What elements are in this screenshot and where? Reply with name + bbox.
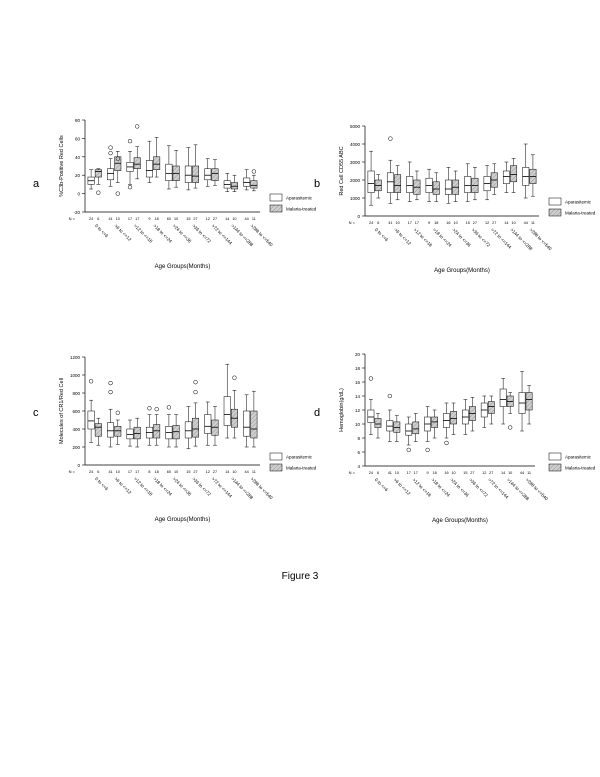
chart-b-category-label: 0 to <=6 xyxy=(373,227,390,243)
panel-letter-d: d xyxy=(314,407,321,419)
chart-d-n-label: N = xyxy=(348,470,355,475)
chart-c-box-malaria-treated xyxy=(153,425,159,439)
chart-d-box-malaria-treated xyxy=(526,393,532,411)
chart-c-box-aparasitemic xyxy=(224,397,230,426)
chart-c-legend-label-aparasitemic: Aparasitemic xyxy=(286,454,313,460)
chart-d-box-malaria-treated xyxy=(488,402,494,414)
chart-a-box-aparasitemic xyxy=(166,164,172,181)
chart-a-n-value: 14 xyxy=(225,217,230,221)
chart-a-n-value: 17 xyxy=(135,217,140,221)
chart-b-legend-swatch-malaria-treated xyxy=(549,209,561,216)
chart-d-category-label: >72 to <=144 xyxy=(487,477,510,500)
chart-b-box-aparasitemic xyxy=(503,171,509,184)
chart-b-n-value: 24 xyxy=(368,221,374,225)
chart-b-n-value: 16 xyxy=(446,221,451,225)
chart-d-n-value: 16 xyxy=(444,471,449,475)
chart-a-outlier-point xyxy=(128,185,132,189)
chart-c-n-value: 12 xyxy=(205,470,210,474)
chart-c-category-label: >18 to <=24 xyxy=(152,476,173,497)
chart-d-legend-label-malaria-treated: Malaria-treated xyxy=(565,465,596,471)
chart-b-n-value: 17 xyxy=(407,221,412,225)
chart-b-n-value: 27 xyxy=(472,221,478,225)
panel-letter-a: a xyxy=(33,178,40,190)
chart-a-y-tick-label: 20 xyxy=(74,173,80,179)
chart-c-n-value: 27 xyxy=(212,470,218,474)
chart-a-x-axis-label: Age Groups(Months) xyxy=(154,264,211,270)
chart-b-n-value: 10 xyxy=(453,221,458,225)
chart-c-box-malaria-treated xyxy=(251,411,257,438)
chart-b-n-value: 15 xyxy=(465,221,470,225)
chart-a-n-label: N = xyxy=(68,216,75,221)
chart-d-y-tick-label: 10 xyxy=(354,422,360,427)
chart-a-y-tick-label: 60 xyxy=(74,136,80,142)
chart-b-category-label: >12 to <=18 xyxy=(412,227,434,248)
chart-c-outlier-point xyxy=(116,411,120,415)
chart-d-outlier-point xyxy=(407,448,411,452)
chart-a-y-tick-label: 80 xyxy=(74,118,80,123)
chart-c-category-label: >144 to <=288 xyxy=(230,476,255,501)
chart-d-outlier-point xyxy=(388,394,392,398)
chart-c-outlier-point xyxy=(194,380,198,384)
chart-b-y-tick-label: 2000 xyxy=(349,178,360,183)
chart-a-outlier-point xyxy=(128,139,132,143)
chart-d-category-label: >288 to <=540 xyxy=(524,477,550,502)
chart-c-n-value: 27 xyxy=(193,470,198,474)
chart-d-legend-swatch-aparasitemic xyxy=(549,453,561,460)
chart-b-box-malaria-treated xyxy=(433,182,439,195)
chart-a-box-aparasitemic xyxy=(243,178,249,186)
chart-a-n-value: 44 xyxy=(244,217,249,221)
chart-b-n-value: 41 xyxy=(388,221,393,225)
chart-d-y-tick-label: 8 xyxy=(357,436,360,441)
chart-d-box-aparasitemic xyxy=(368,410,374,423)
chart-d-y-tick-label: 4 xyxy=(357,464,360,469)
chart-b-n-value: 44 xyxy=(523,221,528,225)
chart-a-n-value: 9 xyxy=(148,217,151,221)
chart-c-n-value: 44 xyxy=(244,470,249,474)
chart-c-box-aparasitemic xyxy=(88,411,94,429)
chart-a-box-malaria-treated xyxy=(134,158,140,169)
chart-b-category-label: >18 to <=24 xyxy=(431,227,453,248)
chart-c-n-value: 41 xyxy=(108,470,113,474)
chart-d-y-axis-label: Hemoglobin(g/dL) xyxy=(339,388,345,432)
chart-c-n-value: 8 xyxy=(148,470,151,474)
chart-a-category-label: >144 to <=288 xyxy=(230,223,255,248)
chart-d-box-malaria-treated xyxy=(450,411,456,424)
chart-d-outlier-point xyxy=(508,426,512,430)
chart-c-n-value: 17 xyxy=(127,470,133,474)
chart-c-box-malaria-treated xyxy=(95,424,101,437)
chart-c-outlier-point xyxy=(109,390,113,394)
chart-a-category-label: 0 to <=6 xyxy=(94,223,110,239)
chart-d-category-label: >6 to <=12 xyxy=(392,477,412,497)
chart-c-box-malaria-treated xyxy=(173,425,179,439)
chart-a-n-value: 12 xyxy=(205,217,210,221)
chart-c-box-aparasitemic xyxy=(205,415,211,434)
chart-c-n-value: 10 xyxy=(173,470,179,474)
chart-a-box-malaria-treated xyxy=(153,157,159,170)
chart-c-box-aparasitemic xyxy=(185,422,191,438)
chart-d-n-value: 27 xyxy=(470,471,475,475)
chart-c-n-value: 17 xyxy=(135,470,140,474)
figure-caption: Figure 3 xyxy=(281,571,319,582)
chart-a-n-value: 18 xyxy=(154,217,159,221)
chart-b-legend-swatch-aparasitemic xyxy=(549,198,561,205)
chart-d-outlier-point xyxy=(369,377,373,381)
chart-b-n-value: 12 xyxy=(484,221,490,225)
chart-b-n-value: 17 xyxy=(414,221,420,225)
chart-b-n-value: 10 xyxy=(395,221,400,225)
chart-d-n-value: 12 xyxy=(482,471,487,475)
chart-b-n-value: 11 xyxy=(530,221,535,225)
chart-a-legend-label-malaria-treated: Malaria-treated xyxy=(286,206,317,212)
chart-d-category-label: >24 to <=36 xyxy=(449,477,470,498)
chart-c-outlier-point xyxy=(89,379,93,383)
chart-c-n-value: 24 xyxy=(88,470,94,474)
chart-d-n-value: 9 xyxy=(426,471,429,475)
chart-d-box-malaria-treated xyxy=(375,418,381,427)
chart-a-box-aparasitemic xyxy=(205,169,211,180)
chart-b-x-axis-label: Age Groups(Months) xyxy=(434,268,490,274)
chart-a-category-label: >36 to <=72 xyxy=(191,223,212,244)
chart-a-legend-label-aparasitemic: Aparasitemic xyxy=(286,195,313,201)
chart-d-category-label: >144 to <=288 xyxy=(505,477,531,502)
chart-b-n-value: 27 xyxy=(492,221,497,225)
chart-a-n-value: 60 xyxy=(166,217,172,221)
chart-a-n-value: 15 xyxy=(186,217,191,221)
chart-d-category-label: >18 to <=24 xyxy=(430,477,452,498)
chart-c-box-malaria-treated xyxy=(192,418,198,437)
chart-c-box-aparasitemic xyxy=(243,411,249,436)
chart-c-legend-swatch-aparasitemic xyxy=(270,453,282,460)
chart-d-box-aparasitemic xyxy=(406,424,412,435)
chart-d-n-value: 18 xyxy=(432,471,437,475)
chart-c-y-tick-label: 200 xyxy=(72,445,80,450)
chart-b-y-tick-label: 1000 xyxy=(349,196,360,201)
chart-c-y-axis-label: Molecules of CR1/Red Cell xyxy=(59,377,65,445)
chart-c-legend-swatch-malaria-treated xyxy=(270,464,282,471)
chart-b-n-value: 14 xyxy=(504,221,509,225)
chart-a-box-aparasitemic xyxy=(146,160,152,177)
chart-b-n-value: 6 xyxy=(377,221,380,225)
chart-c-n-value: 10 xyxy=(115,470,120,474)
chart-c-y-tick-label: 600 xyxy=(72,409,80,414)
chart-b-box-aparasitemic xyxy=(465,176,471,192)
panel-letter-b: b xyxy=(314,178,321,190)
chart-c-n-label: N = xyxy=(68,469,75,474)
panel-letter-c: c xyxy=(33,407,39,419)
chart-d-y-tick-label: 14 xyxy=(354,394,360,399)
chart-a-n-value: 41 xyxy=(108,217,113,221)
chart-a-category-label: >24 to <=36 xyxy=(171,223,193,244)
chart-a-y-tick-label: 40 xyxy=(74,154,80,160)
chart-d-category-label: >36 to <=72 xyxy=(468,477,489,498)
chart-d-n-value: 27 xyxy=(489,471,494,475)
chart-d-y-tick-label: 16 xyxy=(354,380,360,385)
chart-d-box-malaria-treated xyxy=(413,422,419,434)
chart-d-n-value: 17 xyxy=(406,471,411,475)
chart-c-n-value: 60 xyxy=(166,470,172,474)
chart-c-outlier-point xyxy=(148,406,152,410)
chart-c-box-malaria-treated xyxy=(212,420,218,435)
chart-b-box-aparasitemic xyxy=(445,180,451,194)
chart-b-category-label: >36 to <=72 xyxy=(470,227,492,248)
chart-d-n-value: 6 xyxy=(376,471,380,475)
chart-a-n-value: 17 xyxy=(127,217,133,221)
chart-c-n-value: 18 xyxy=(154,470,159,474)
chart-a-box-malaria-treated xyxy=(212,169,218,181)
chart-b-box-aparasitemic xyxy=(407,176,413,192)
chart-d-x-axis-label: Age Groups(Months) xyxy=(432,518,488,524)
chart-a-box-malaria-treated xyxy=(231,183,237,189)
chart-a-category-label: >6 to <=12 xyxy=(113,223,133,243)
chart-c-y-tick-label: 800 xyxy=(72,391,80,396)
chart-c-box-malaria-treated xyxy=(115,426,121,436)
chart-a-outlier-point xyxy=(135,125,139,129)
chart-a-category-label: >18 to <=24 xyxy=(152,223,173,244)
chart-d-box-aparasitemic xyxy=(500,389,506,407)
chart-c-category-label: >36 to <=72 xyxy=(191,476,212,497)
chart-c-legend-label-malaria-treated: Malaria-treated xyxy=(286,465,317,471)
chart-a-category-label: >12 to <=18 xyxy=(132,223,154,244)
chart-c-n-value: 15 xyxy=(186,470,191,474)
chart-a-n-value: 10 xyxy=(115,217,120,221)
chart-d-n-value: 11 xyxy=(527,471,532,475)
chart-c-outlier-point xyxy=(233,376,237,380)
chart-d-n-value: 10 xyxy=(451,471,456,475)
chart-d-y-tick-label: 18 xyxy=(354,366,360,371)
chart-c-n-value: 11 xyxy=(251,470,256,474)
chart-b-y-tick-label: 5000 xyxy=(349,124,360,129)
chart-d-n-value: 10 xyxy=(508,471,513,475)
chart-b-y-tick-label: 3000 xyxy=(349,160,360,165)
chart-c-category-label: >288 to <=540 xyxy=(249,476,274,501)
chart-a-legend-swatch-aparasitemic xyxy=(270,194,282,201)
chart-b-y-tick-label: 0 xyxy=(357,214,360,219)
chart-d-outlier-point xyxy=(426,448,430,452)
chart-a-n-value: 27 xyxy=(193,217,198,221)
chart-b-category-label: >6 to <=12 xyxy=(393,227,413,247)
chart-a-outlier-point xyxy=(109,146,113,150)
chart-d-n-value: 10 xyxy=(394,471,399,475)
chart-b-legend-label-aparasitemic: Aparasitemic xyxy=(565,199,592,205)
chart-a-box-aparasitemic xyxy=(185,166,191,183)
chart-a-box-malaria-treated xyxy=(192,166,198,183)
chart-c-y-tick-label: 0 xyxy=(77,463,80,468)
chart-c-category-label: >12 to <=18 xyxy=(132,476,154,497)
chart-a-legend-swatch-malaria-treated xyxy=(270,205,282,212)
chart-b-box-aparasitemic xyxy=(387,173,393,193)
chart-a-outlier-point xyxy=(116,192,120,196)
chart-b-n-label: N = xyxy=(348,220,355,225)
chart-b-box-malaria-treated xyxy=(510,166,516,182)
chart-d-category-label: >12 to <=18 xyxy=(411,477,433,498)
chart-c-box-malaria-treated xyxy=(134,427,140,439)
chart-a-outlier-point xyxy=(96,191,100,195)
chart-a-box-malaria-treated xyxy=(95,170,101,177)
chart-a-box-aparasitemic xyxy=(107,169,113,180)
chart-a-n-value: 11 xyxy=(251,217,256,221)
chart-b-outlier-point xyxy=(389,137,393,141)
chart-c-outlier-point xyxy=(155,407,159,411)
chart-b-category-label: >24 to <=36 xyxy=(451,227,472,248)
chart-c-box-aparasitemic xyxy=(107,423,113,437)
chart-a-y-tick-label: 0 xyxy=(77,191,80,197)
chart-c-n-value: 6 xyxy=(97,470,100,474)
chart-c-category-label: >6 to <=12 xyxy=(113,476,133,496)
chart-c-outlier-point xyxy=(194,390,198,394)
chart-b-n-value: 18 xyxy=(434,221,439,225)
chart-c-x-axis-label: Age Groups(Months) xyxy=(154,517,211,523)
chart-d-n-value: 17 xyxy=(413,471,418,475)
chart-a-box-malaria-treated xyxy=(115,157,121,171)
chart-b-category-label: >144 to <=288 xyxy=(509,227,534,252)
chart-b-n-value: 10 xyxy=(511,221,516,225)
chart-a-n-value: 10 xyxy=(232,217,237,221)
chart-d-n-value: 24 xyxy=(368,471,374,475)
chart-d-y-tick-label: 12 xyxy=(354,408,360,413)
chart-b-legend-label-malaria-treated: Malaria-treated xyxy=(565,210,596,216)
chart-c-n-value: 14 xyxy=(225,470,230,474)
chart-c-y-tick-label: 1000 xyxy=(69,373,80,378)
chart-d-n-value: 15 xyxy=(463,471,468,475)
chart-a-category-label: >72 to <=144 xyxy=(210,223,234,246)
chart-a-n-value: 6 xyxy=(97,217,100,221)
chart-b-box-malaria-treated xyxy=(394,175,400,193)
chart-d-category-label: 0 to <=6 xyxy=(373,477,389,493)
chart-a-n-value: 10 xyxy=(173,217,179,221)
chart-d-y-tick-label: 20 xyxy=(354,352,360,357)
chart-c-category-label: >72 to <=144 xyxy=(210,476,234,499)
chart-c-y-tick-label: 1200 xyxy=(69,355,80,360)
chart-a-category-label: >288 to <=540 xyxy=(249,223,274,248)
chart-c-y-tick-label: 400 xyxy=(72,427,80,432)
chart-c-category-label: 0 to <=6 xyxy=(94,476,110,492)
chart-b-category-label: >288 to <=540 xyxy=(528,227,553,252)
chart-c-outlier-point xyxy=(109,381,113,385)
chart-b-category-label: >72 to <=144 xyxy=(489,227,513,250)
chart-a-y-tick-label: -20 xyxy=(73,210,80,215)
chart-d-legend-label-aparasitemic: Aparasitemic xyxy=(565,454,592,460)
chart-c-n-value: 10 xyxy=(232,470,237,474)
chart-d-y-tick-label: 6 xyxy=(357,450,360,455)
chart-d-legend-swatch-malaria-treated xyxy=(549,464,561,471)
chart-a-outlier-point xyxy=(109,151,113,155)
chart-b-y-axis-label: Red Cell CD55 ABC xyxy=(339,146,345,196)
chart-c-outlier-point xyxy=(167,406,171,410)
chart-b-box-aparasitemic xyxy=(368,171,374,193)
chart-c-category-label: >24 to <=36 xyxy=(171,476,193,497)
chart-b-y-tick-label: 4000 xyxy=(349,142,360,147)
chart-d-outlier-point xyxy=(445,441,449,445)
chart-a-box-malaria-treated xyxy=(251,181,257,188)
chart-a-y-axis-label: %C3b-Positive Red Cells xyxy=(59,135,65,197)
chart-c-box-aparasitemic xyxy=(127,429,133,439)
chart-a-outlier-point xyxy=(252,170,256,174)
chart-b-n-value: 9 xyxy=(428,221,431,225)
chart-d-n-value: 14 xyxy=(501,471,506,475)
chart-d-n-value: 41 xyxy=(387,471,392,475)
chart-a-n-value: 27 xyxy=(212,217,218,221)
chart-a-n-value: 24 xyxy=(88,217,94,221)
chart-d-n-value: 44 xyxy=(519,471,525,475)
